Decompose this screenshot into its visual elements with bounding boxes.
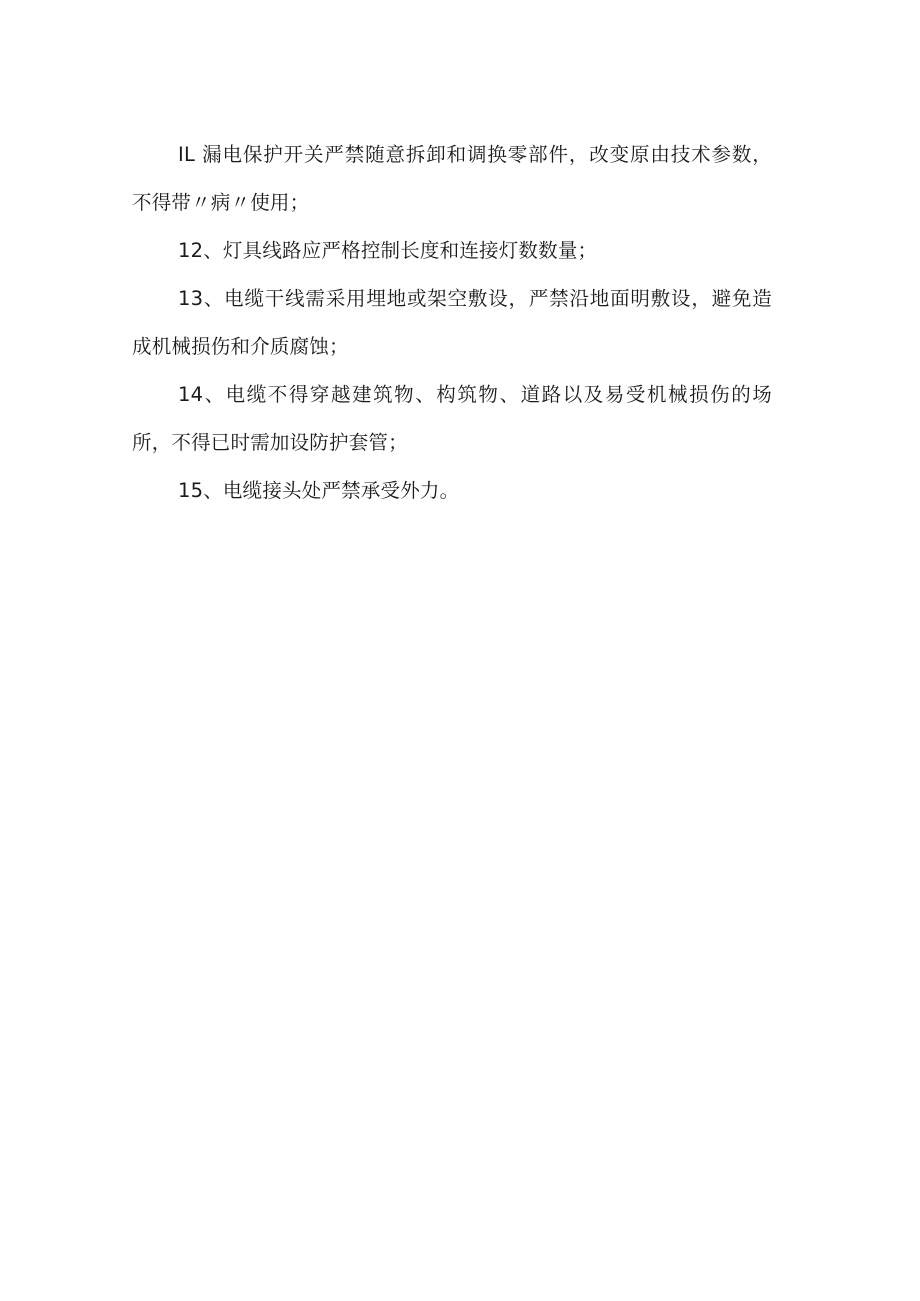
paragraph-item-12: 12、灯具线路应严格控制长度和连接灯数数量；: [178, 239, 598, 262]
paragraph-item-13: 13、电缆干线需采用埋地或架空敷设，严禁沿地面明敷设，避免造成机械损伤和介质腐蚀；: [132, 287, 772, 358]
paragraph-item-15: 15、电缆接头处严禁承受外力。: [178, 479, 460, 502]
paragraph-item-14: 14、电缆不得穿越建筑物、构筑物、道路以及易受机械损伤的场所，不得已时需加设防护套管；: [132, 383, 772, 454]
document-body: [132, 131, 772, 515]
paragraph-item-11: IL 漏电保护开关严禁随意拆卸和调换零部件，改变原由技术参数，不得带〃病〃使用；: [132, 143, 772, 214]
